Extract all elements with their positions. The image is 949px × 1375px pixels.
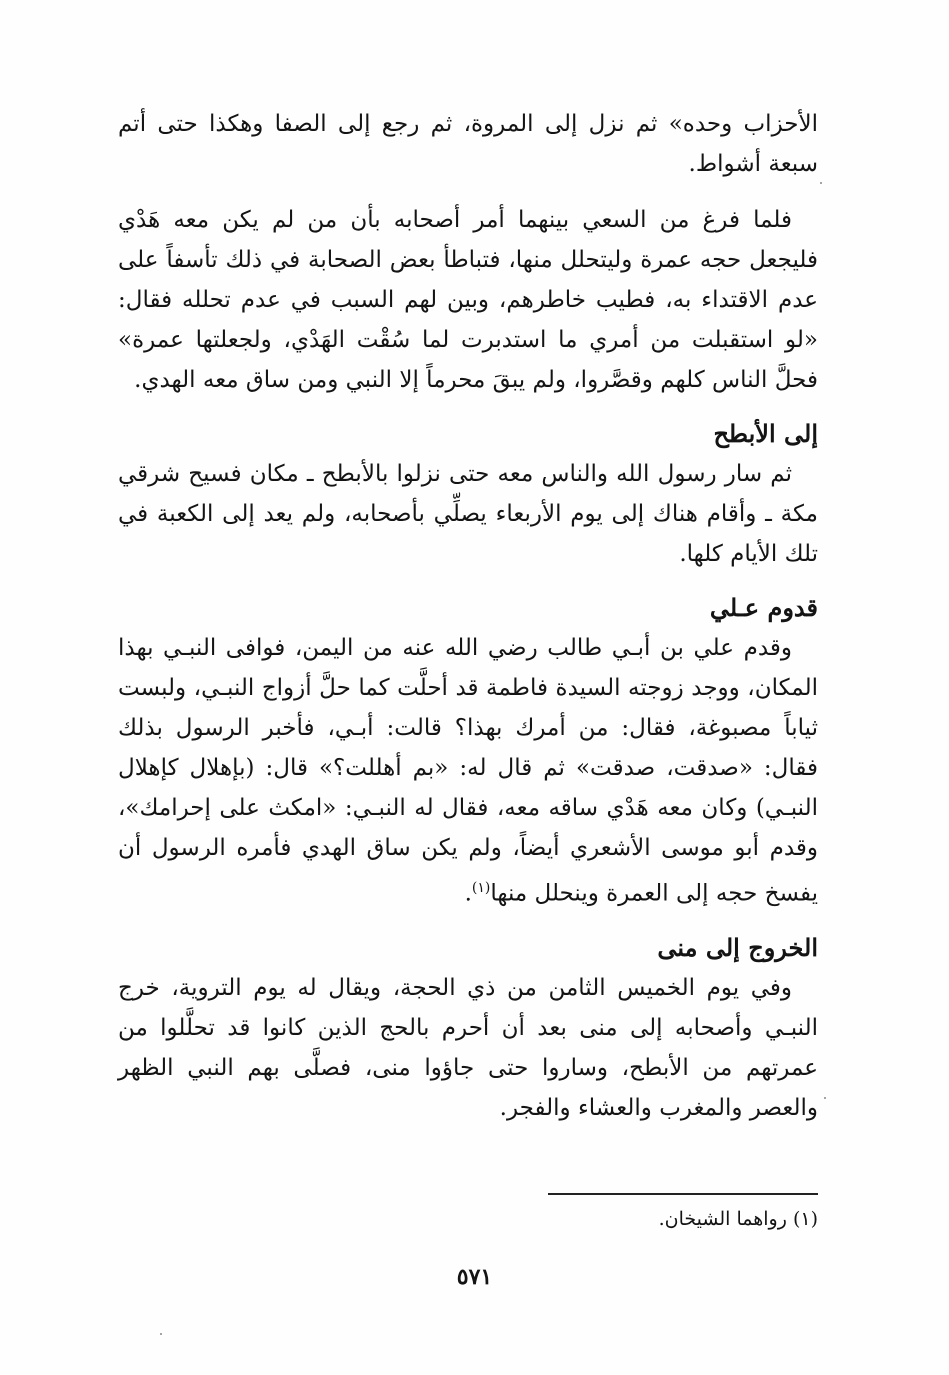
footnote-reference: (١) [471,880,491,896]
paragraph-sai-completion: فلما فرغ من السعي بينهما أمر أصحابه بأن من لم يكن معه هَدْي فليجعل حجه عمرة وليتحلل منها، فتباطأ بعض الصحابة في ذلك تأسفاً على عدم الاقتداء به، فطيب خاطرهم، وبين لهم السبب في عدم تحلله فقال: «لو استقبلت من أمري ما استدبرت لما سُقْت الهَدْي، ولجعلتها عمرة» فحلَّ الناس كلهم وقصَّروا، ولم يبقَ محرماً إلا النبي ومن ساق معه الهدي. [118,207,818,393]
section-heading-departure-mina: الخروج إلى منى [657,932,818,962]
main-text [118,104,818,1128]
scan-speck [820,182,822,184]
page-number: ٥٧١ [456,1264,493,1290]
footnote: (١) رواهما الشيخان. [658,1208,818,1230]
paragraph-continuation: الأحزاب وحده» ثم نزل إلى المروة، ثم رجع إلى الصفا وهكذا حتى أتم سبعة أشواط. [118,111,818,177]
section-heading-ali-arrival: قدوم عـلي [709,593,818,622]
paragraph-ali-arrival [118,628,818,914]
paragraph-ali-arrival-end: . [464,880,472,907]
paragraph-abtah: ثم سار رسول الله والناس معه حتى نزلوا بالأبطح ـ مكان فسيح شرقي مكة ـ وأقام هناك إلى يوم الأربعاء يصلِّي بأصحابه، ولم يعد إلى الكعبة في تلك الأيام كلها. [118,461,818,567]
paragraph-ali-arrival-text: وقدم علي بن أبـي طالب رضي الله عنه من اليمن، فوافى النبـي بهذا المكان، ووجد زوجته السيدة فاطمة قد أحلَّت كما حلَّ أزواج النبـي، ولبست ثياباً مصبوغة، فقال: من أمرك بهذا؟ قالت: أبـي، فأخبر الرسول بذلك فقال: «صدقت، صدقت» ثم قال له: «بم أهللت؟» قال: (بإهلال كإهلال النبـي) وكان معه هَدْي ساقه معه، فقال له النبـي: «امكث على إحرامك»، وقدم أبو موسى الأشعري أيضاً، ولم يكن ساق الهدي فأمره الرسول أن يفسخ حجه إلى العمرة وينحلل منها [118,635,818,907]
scan-speck [160,1333,162,1335]
section-heading-abtah: إلى الأبطح [713,419,818,448]
paragraph-departure-mina: وفي يوم الخميس الثامن من ذي الحجة، ويقال له يوم التروية، خرج النبـي وأصحابه إلى منى بعد أن أحرم بالحج الذين كانوا قد تحلَّلوا من عمرتهم من الأبطح، وساروا حتى جاؤوا منى، فصلَّى بهم النبي الظهر والعصر والمغرب والعشاء والفجر. [118,974,818,1121]
footnote-divider [548,1193,818,1195]
scan-speck [824,1097,826,1099]
